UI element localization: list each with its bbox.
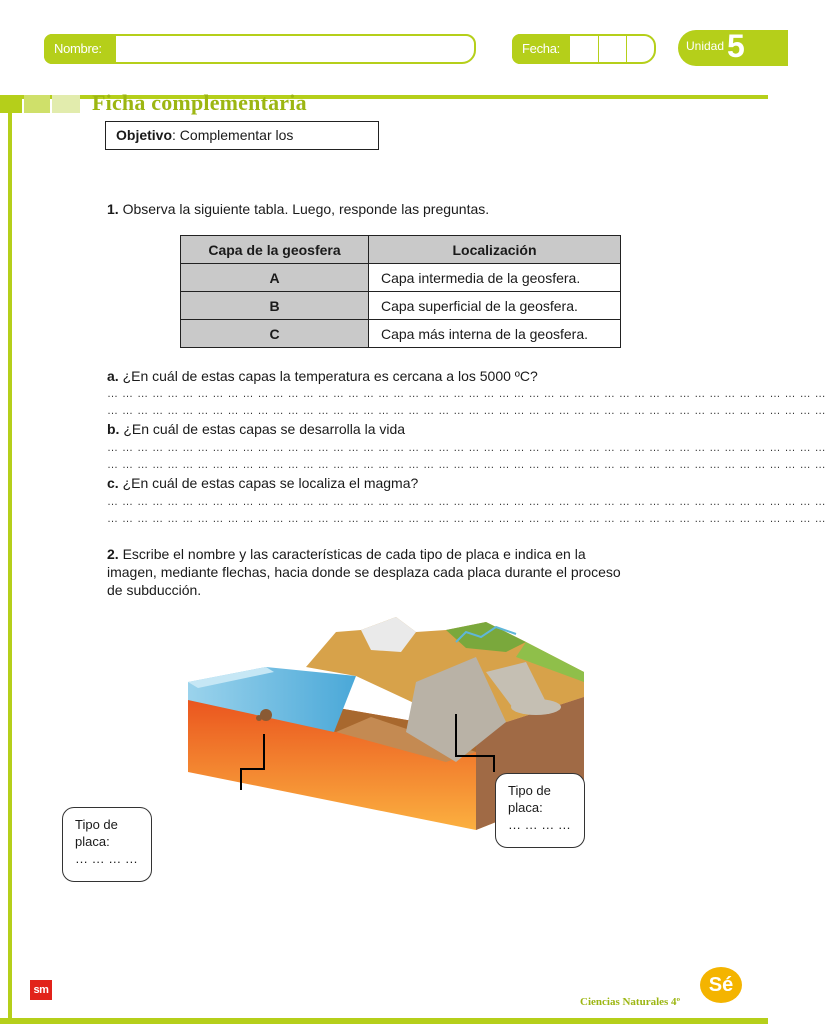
course-label: Ciencias Naturales 4º xyxy=(580,996,681,1008)
box-line: placa: xyxy=(75,834,110,849)
geosphere-table xyxy=(180,235,621,348)
plate-type-box-right[interactable] xyxy=(495,773,585,848)
question-2-line: de subducción. xyxy=(107,582,202,598)
sub-question-text: ¿En cuál de estas capas se localiza el magma? xyxy=(118,475,419,491)
plate-type-box-left[interactable] xyxy=(62,807,152,882)
table-row xyxy=(181,292,621,320)
table-row xyxy=(181,264,621,292)
question-2-line xyxy=(107,545,677,563)
question-text: Observa la siguiente tabla. Luego, responde las preguntas. xyxy=(118,201,490,217)
date-divider xyxy=(626,36,627,62)
decor-block xyxy=(24,95,50,113)
box-line: Tipo de xyxy=(508,783,551,798)
table-header-row xyxy=(181,236,621,264)
page-frame-bottom xyxy=(0,1018,768,1024)
date-label: Fecha: xyxy=(512,34,570,64)
table-cell-key: C xyxy=(181,320,369,348)
answer-line[interactable]: … … … … … … … … … … … … … … … … … … … … … … … … … … … … … … … … … … … … … … … … … … … … … … … … xyxy=(107,405,826,417)
table-header: Localización xyxy=(369,236,621,264)
unit-label: Unidad xyxy=(686,39,725,53)
sub-question-c xyxy=(107,474,418,492)
question-number: 1. xyxy=(107,201,119,217)
rock-pocket xyxy=(511,699,561,715)
objective-label: Objetivo xyxy=(116,127,173,143)
rock-islet xyxy=(260,709,272,721)
box-line: placa: xyxy=(508,800,543,815)
rock-islet xyxy=(256,715,262,721)
unit-number: 5 xyxy=(727,28,745,64)
objective-box xyxy=(105,121,379,150)
sub-question-letter: a. xyxy=(107,368,119,384)
table-row xyxy=(181,320,621,348)
page-title: Ficha complementaria xyxy=(92,90,307,115)
sub-question-text: ¿En cuál de estas capas la temperatura es cercana a los 5000 ºC? xyxy=(118,368,538,384)
answer-line[interactable]: … … … … … … … … … … … … … … … … … … … … … … … … … … … … … … … … … … … … … … … … … … … … … … … … xyxy=(107,513,826,525)
table-cell-value: Capa superficial de la geosfera. xyxy=(369,292,621,320)
table-cell-value: Capa intermedia de la geosfera. xyxy=(369,264,621,292)
question-2-line: imagen, mediante flechas, hacia donde se desplaza cada placa durante el proceso xyxy=(107,564,621,580)
question-1 xyxy=(107,200,489,218)
answer-line[interactable]: … … … … … … … … … … … … … … … … … … … … … … … … … … … … … … … … … … … … … … … … … … … … … … … … xyxy=(107,459,826,471)
page-frame-left xyxy=(8,95,12,1024)
table-cell-key: A xyxy=(181,264,369,292)
question-text: Escribe el nombre y las características de cada tipo de placa e indica en la xyxy=(118,546,586,562)
box-line: … … … … xyxy=(75,851,138,866)
decor-block xyxy=(0,95,22,113)
sub-question-letter: c. xyxy=(107,475,119,491)
sub-question-letter: b. xyxy=(107,421,120,437)
answer-line[interactable]: … … … … … … … … … … … … … … … … … … … … … … … … … … … … … … … … … … … … … … … … … … … … … … … … xyxy=(107,496,826,508)
box-line: … … … … xyxy=(508,817,571,832)
table-cell-key: B xyxy=(181,292,369,320)
sub-question-b xyxy=(107,420,405,438)
sub-question-text: ¿En cuál de estas capas se desarrolla la vida xyxy=(119,421,406,437)
decor-block xyxy=(52,95,80,113)
objective-text: : Complementar los xyxy=(172,127,294,143)
sub-question-a xyxy=(107,367,538,385)
se-badge-logo: Sé xyxy=(700,967,742,1003)
table-cell-value: Capa más interna de la geosfera. xyxy=(369,320,621,348)
answer-line[interactable]: … … … … … … … … … … … … … … … … … … … … … … … … … … … … … … … … … … … … … … … … … … … … … … … … xyxy=(107,388,826,400)
box-line: Tipo de xyxy=(75,817,118,832)
question-number: 2. xyxy=(107,546,119,562)
answer-line[interactable]: … … … … … … … … … … … … … … … … … … … … … … … … … … … … … … … … … … … … … … … … … … … … … … … … xyxy=(107,442,826,454)
date-divider xyxy=(598,36,599,62)
publisher-logo: sm xyxy=(30,980,52,1000)
name-label: Nombre: xyxy=(44,34,116,64)
table-header: Capa de la geosfera xyxy=(181,236,369,264)
question-2 xyxy=(107,545,677,599)
